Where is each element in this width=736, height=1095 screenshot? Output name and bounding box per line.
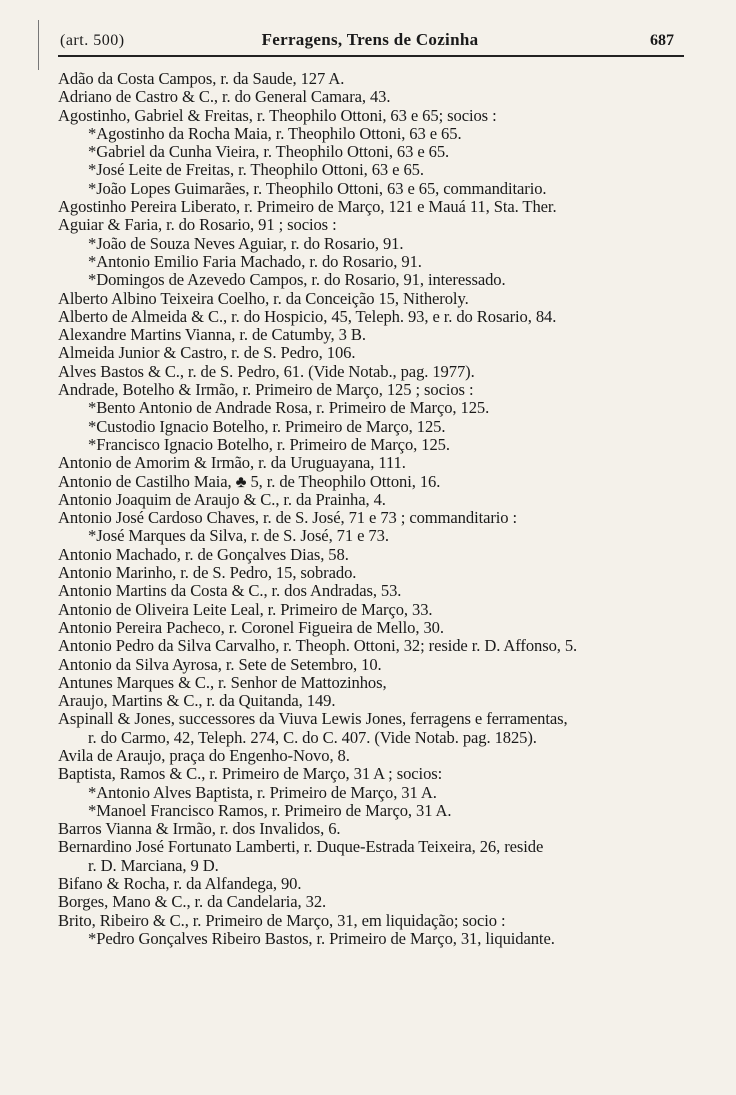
- partner-entry: *Antonio Emilio Faria Machado, r. do Rosario, 91.: [88, 251, 422, 271]
- firm-entry: Baptista, Ramos & C., r. Primeiro de Março, 31 A ; socios:: [58, 764, 443, 784]
- section-title: Ferragens, Trens de Cozinha: [261, 30, 479, 49]
- partner-entry: *Agostinho da Rocha Maia, r. Theophilo Ottoni, 63 e 65.: [88, 123, 462, 143]
- firm-entry: Antonio Pedro da Silva Carvalho, r. Theoph. Ottoni, 32; reside r. D. Affonso, 5.: [58, 636, 578, 656]
- page-edge-mark: [38, 20, 39, 70]
- partner-entry: *João de Souza Neves Aguiar, r. do Rosario, 91.: [88, 233, 404, 253]
- page-number: 687: [650, 32, 674, 49]
- partner-entry: *José Marques da Silva, r. de S. José, 71 e 73.: [88, 526, 389, 546]
- partner-entry: *Antonio Alves Baptista, r. Primeiro de Março, 31 A.: [88, 782, 437, 802]
- partner-entry: *Domingos de Azevedo Campos, r. do Rosario, 91, interessado.: [88, 270, 506, 290]
- firm-entry: Aguiar & Faria, r. do Rosario, 91 ; socios :: [58, 215, 337, 235]
- partner-entry: *Pedro Gonçalves Ribeiro Bastos, r. Primeiro de Março, 31, liquidante.: [88, 928, 555, 948]
- firm-entry: Alberto Albino Teixeira Coelho, r. da Conceição 15, Nitheroly.: [58, 288, 469, 308]
- entry-continuation: r. D. Marciana, 9 D.: [88, 855, 219, 875]
- firm-entry: Antonio Martins da Costa & C., r. dos Andradas, 53.: [58, 581, 402, 601]
- firm-entry: Alexandre Martins Vianna, r. de Catumby, 3 B.: [58, 325, 366, 345]
- firm-entry: Almeida Junior & Castro, r. de S. Pedro, 106.: [58, 343, 356, 363]
- firm-entry: Antonio Marinho, r. de S. Pedro, 15, sobrado.: [58, 563, 357, 583]
- firm-entry: Antonio de Amorim & Irmão, r. da Uruguayana, 111.: [58, 453, 406, 473]
- firm-entry: Borges, Mano & C., r. da Candelaria, 32.: [58, 892, 327, 912]
- firm-entry: Adão da Costa Campos, r. da Saude, 127 A.: [58, 69, 345, 88]
- header-rule: [58, 55, 684, 57]
- firm-entry: Aspinall & Jones, successores da Viuva Lewis Jones, ferragens e ferramentas,: [58, 709, 568, 729]
- firm-entry: Antonio da Silva Ayrosa, r. Sete de Setembro, 10.: [58, 654, 382, 674]
- partner-entry: *Francisco Ignacio Botelho, r. Primeiro de Março, 125.: [88, 434, 450, 454]
- page-header: [60, 30, 680, 52]
- firm-entry: Bernardino José Fortunato Lamberti, r. Duque-Estrada Teixeira, 26, reside: [58, 837, 544, 857]
- firm-entry: Araujo, Martins & C., r. da Quitanda, 149.: [58, 691, 336, 711]
- firm-entry: Alves Bastos & C., r. de S. Pedro, 61. (Vide Notab., pag. 1977).: [58, 361, 475, 381]
- firm-entry: Antonio de Castilho Maia, ♣ 5, r. de Theophilo Ottoni, 16.: [58, 471, 441, 491]
- partner-entry: *Manoel Francisco Ramos, r. Primeiro de Março, 31 A.: [88, 800, 452, 820]
- article-number: (art. 500): [60, 32, 125, 49]
- firm-entry: Bifano & Rocha, r. da Alfandega, 90.: [58, 874, 302, 894]
- entry-continuation: r. do Carmo, 42, Teleph. 274, C. do C. 407. (Vide Notab. pag. 1825).: [88, 727, 537, 747]
- partner-entry: *José Leite de Freitas, r. Theophilo Ottoni, 63 e 65.: [88, 160, 424, 180]
- firm-entry: Barros Vianna & Irmão, r. dos Invalidos, 6.: [58, 819, 341, 839]
- firm-entry: Adriano de Castro & C., r. do General Camara, 43.: [58, 87, 391, 107]
- partner-entry: *João Lopes Guimarães, r. Theophilo Ottoni, 63 e 65, commanditario.: [88, 178, 547, 198]
- directory-listing: [58, 70, 688, 948]
- firm-entry: Avila de Araujo, praça do Engenho-Novo, 8.: [58, 745, 350, 765]
- partner-entry: *Gabriel da Cunha Vieira, r. Theophilo Ottoni, 63 e 65.: [88, 142, 450, 162]
- firm-entry: Alberto de Almeida & C., r. do Hospicio, 45, Teleph. 93, e r. do Rosario, 84.: [58, 306, 557, 326]
- firm-entry: Agostinho, Gabriel & Freitas, r. Theophilo Ottoni, 63 e 65; socios :: [58, 105, 497, 125]
- partner-entry: *Bento Antonio de Andrade Rosa, r. Primeiro de Março, 125.: [88, 398, 490, 418]
- firm-entry: Antonio Machado, r. de Gonçalves Dias, 58.: [58, 544, 349, 564]
- firm-entry: Agostinho Pereira Liberato, r. Primeiro de Março, 121 e Mauá 11, Sta. Ther.: [58, 197, 557, 217]
- firm-entry: Antonio Joaquim de Araujo & C., r. da Prainha, 4.: [58, 489, 386, 509]
- firm-entry: Antonio José Cardoso Chaves, r. de S. José, 71 e 73 ; commanditario :: [58, 508, 518, 528]
- firm-entry: Antonio de Oliveira Leite Leal, r. Primeiro de Março, 33.: [58, 599, 433, 619]
- firm-entry: Andrade, Botelho & Irmão, r. Primeiro de Março, 125 ; socios :: [58, 380, 474, 400]
- partner-entry: *Custodio Ignacio Botelho, r. Primeiro de Março, 125.: [88, 416, 446, 436]
- firm-entry: Antunes Marques & C., r. Senhor de Mattozinhos,: [58, 672, 387, 692]
- firm-entry: Brito, Ribeiro & C., r. Primeiro de Março, 31, em liquidação; socio :: [58, 910, 506, 930]
- firm-entry: Antonio Pereira Pacheco, r. Coronel Figueira de Mello, 30.: [58, 617, 444, 637]
